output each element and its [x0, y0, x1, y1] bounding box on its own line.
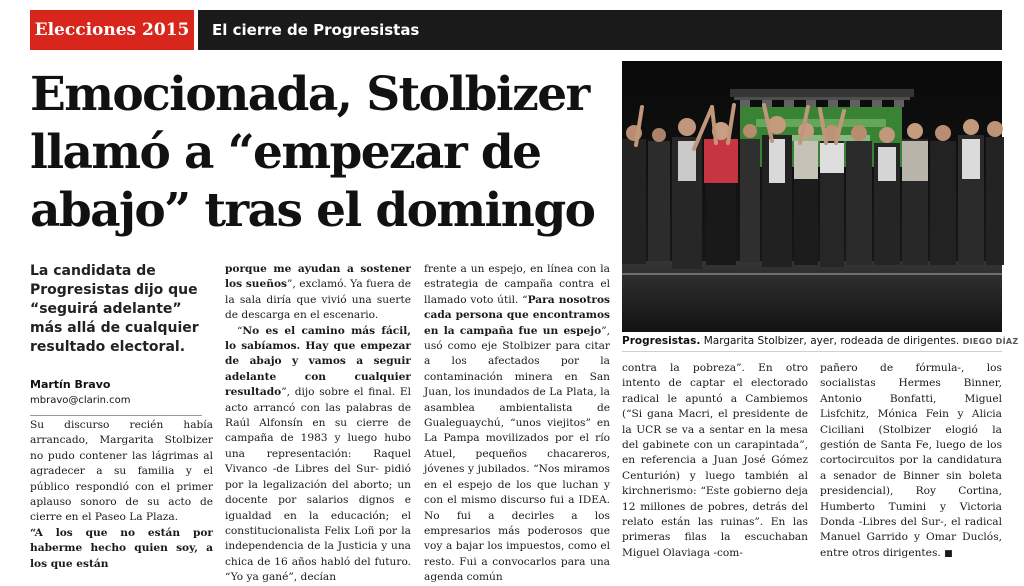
header-divider — [194, 10, 198, 50]
subhead-line: Progresistas dijo que — [30, 282, 198, 298]
caption-lead: Progresistas. — [622, 335, 701, 347]
headline-line: abajo” tras el domingo — [30, 183, 595, 238]
article-column-1 — [30, 418, 213, 572]
caption-text: Margarita Stolbizer, ayer, rodeada de dirigentes. — [703, 335, 960, 347]
body-paragraph — [225, 262, 411, 324]
caption-rule — [622, 351, 1002, 352]
body-paragraph — [424, 262, 610, 586]
quote-bold: porque me ayudan a sostener los sueños — [225, 263, 411, 291]
body-paragraph: Su discurso recién había arrancado, Margarita Stolbizer no pudo contener las lágrimas al agradecer a su familia y el público respondió con el primer aplauso sonoro de su acto de cierre en el Paseo La Plaza. — [30, 419, 213, 524]
byline-rule — [30, 415, 202, 416]
author-name: Martín Bravo — [30, 378, 111, 391]
body-text: ”, dijo sobre el final. El acto arrancó con las palabras de Raúl Alfonsín en su cierre de campaña de 1983 y luego hubo una representación: Raquel Vivanco -de Libres del Sur- pidió por la legalización del aborto; un docente por salarios dignos e igualdad en la educación; el constitucionalista Felix Loñ por la independencia de la Justicia y una chica de 16 años habló del futuro. “Yo ya gané”, decían — [225, 386, 411, 584]
subhead-line: más allá de cualquier — [30, 320, 199, 336]
article-column-5 — [820, 361, 1002, 562]
section-header-bar — [30, 10, 1002, 50]
headline-line: Emocionada, Stolbizer — [30, 67, 589, 122]
subhead-line: La candidata de — [30, 263, 156, 279]
body-text: ”, usó como eje Stolbizer para citar a los afectados por la contaminación minera en San Juan, los inundados de La Plata, la asamblea ambientalista de Gualeguaychú, “unos viejitos” en La Pampa movilizados por el río Atuel, pequeños chacareros, jóvenes y jubilados. “Nos miramos en el espejo de los que luchan y con el mismo discurso fui a IDEA. No fui a decirles a los empresarios más poderosos que voy a bajar los impuestos, como el resto. Fui a convocarlos para una agenda común — [424, 324, 610, 584]
subhead-line: resultado electoral. — [30, 339, 186, 355]
author-email[interactable]: mbravo@clarin.com — [30, 395, 131, 406]
headline-line: llamó a “empezar de — [30, 125, 541, 180]
body-paragraph — [820, 361, 1002, 562]
article-column-3 — [424, 262, 610, 586]
news-photo — [622, 61, 1002, 332]
body-text: frente a un espejo, en línea con la estrategia de campaña contra el llamado voto útil. “ — [424, 263, 610, 306]
headline — [30, 66, 615, 240]
section-label: Elecciones 2015 — [30, 10, 194, 50]
quote-bold: Para nosotros cada persona que encontramos en la campaña fue un espejo — [424, 293, 611, 337]
stage-photo-illustration — [622, 61, 1002, 332]
article-column-2 — [225, 262, 411, 586]
body-text: pañero de fórmula-, los socialistas Hermes Binner, Antonio Bonfatti, Miguel Lisfchitz, Mónica Fein y Alicia Ciciliani (Stolbizer elogió la gestión de Santa Fe, luego de los cortocircuitos por la candidatura a senador de Binner sin boleta presidencial), Roy Cortina, Humberto Tumini y Victoria Donda -Libres del Sur-, el radical Manuel Garrido y Omar Duclós, entre otros dirigentes. — [820, 362, 1002, 559]
photo-credit: DIEGO DÍAZ — [962, 337, 1019, 346]
body-paragraph — [225, 324, 411, 586]
byline — [30, 377, 210, 416]
article-column-4 — [622, 361, 808, 561]
topic-label: El cierre de Progresistas — [212, 21, 420, 39]
photo-caption — [622, 334, 1019, 349]
body-text: “ — [237, 324, 243, 337]
body-paragraph: contra la pobreza”. En otro intento de captar el electorado radical le apuntó a Cambiemos (“Si gana Macri, el presidente de la UCR se va a sentar en la mesa del gabinete con un carapintada”, en referencia a Juan José Gómez Centurión) y luego también al kirchnerismo: “Este gobierno deja 12 millones de pobres, detrás del relato están las ruinas”. En las primeras filas la escuchaban Miguel Olaviaga -com- — [622, 362, 808, 559]
quote-bold: No es el camino más fácil, lo sabíamos. Hay que empezar de abajo y vamos a seguir adelante con cualquier resultado — [225, 324, 411, 399]
subheadline — [30, 262, 210, 357]
end-mark: ■ — [944, 548, 953, 559]
body-paragraph: “A los que no están por haberme hecho quien soy, a los que están — [30, 526, 213, 570]
subhead-line: “seguirá adelante” — [30, 301, 182, 317]
body-text: ”, exclamó. Ya fuera de la sala diría que vivió una suerte de descarga en el escenario. — [225, 278, 412, 322]
